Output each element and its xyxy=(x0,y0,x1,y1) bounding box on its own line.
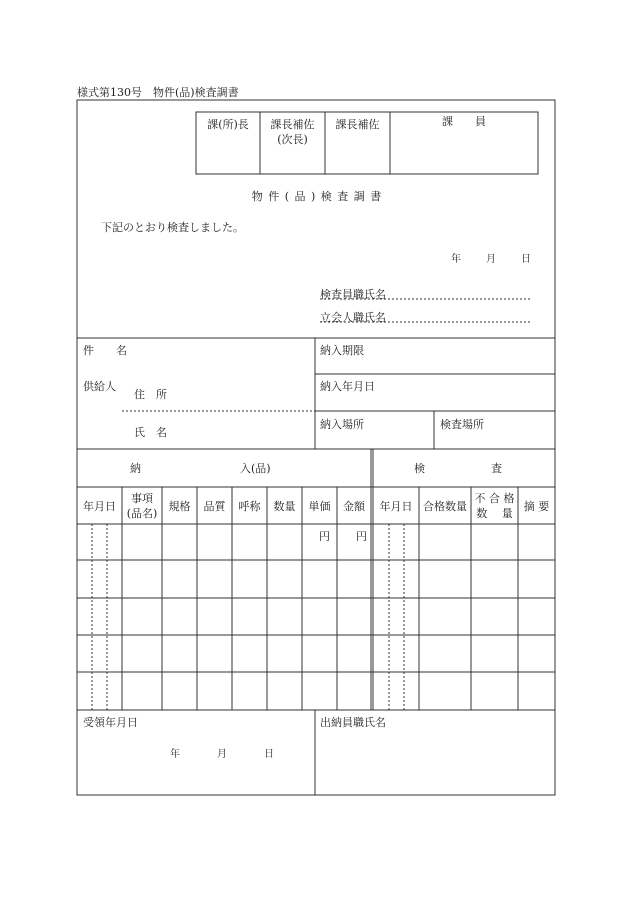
date-day: 日 xyxy=(521,254,531,265)
item-name-label: 件 名 xyxy=(83,344,127,357)
address-label: 住 所 xyxy=(134,388,167,401)
receipt-day: 日 xyxy=(264,749,274,760)
header-unit-price: 単価 xyxy=(308,500,331,513)
header-spec: 規格 xyxy=(168,500,191,513)
cashier-signature-label: 出納員職氏名 xyxy=(320,716,386,729)
amount-yen: 円 xyxy=(356,530,367,543)
name-label: 氏 名 xyxy=(134,426,167,439)
header-remarks: 摘 要 xyxy=(523,500,550,513)
header-date: 年月日 xyxy=(83,500,116,513)
date-year: 年 xyxy=(451,254,461,265)
inspector-signature-label: 検査員職氏名 xyxy=(320,288,386,301)
header-fail-qty-sub: 数 量 xyxy=(476,507,513,520)
approval-col-deputy-1: 課長補佐 xyxy=(270,118,315,131)
header-insp-date: 年月日 xyxy=(379,500,413,513)
header-amount: 金額 xyxy=(343,500,365,513)
approval-col-staff: 課 員 xyxy=(442,115,486,128)
delivery-date-label: 納入年月日 xyxy=(320,380,375,393)
delivery-section-header: 納 入(品) xyxy=(130,462,271,475)
receipt-year: 年 xyxy=(170,749,180,760)
supplier-label: 供給人 xyxy=(83,380,116,393)
header-fail-qty: 不 合 格 xyxy=(474,492,515,505)
date-month: 月 xyxy=(486,254,496,265)
header-item: 事項 xyxy=(131,492,153,505)
inspection-section-header: 検 査 xyxy=(414,462,502,475)
deadline-label: 納入期限 xyxy=(320,344,364,357)
header-qty: 数量 xyxy=(273,500,296,513)
receipt-date-label: 受領年月日 xyxy=(83,716,138,729)
intro-text: 下記のとおり検査しました。 xyxy=(101,221,244,234)
header-pass-qty: 合格数量 xyxy=(423,500,467,513)
header-call: 呼称 xyxy=(238,500,261,513)
form-number: 様式第130号 物件(品)検査調書 xyxy=(77,86,239,99)
document-title: 物 件 ( 品 ) 検 査 調 書 xyxy=(251,190,383,203)
delivery-place-label: 納入場所 xyxy=(320,418,364,431)
header-quality: 品質 xyxy=(203,500,226,513)
unit-price-yen: 円 xyxy=(319,530,330,543)
receipt-month: 月 xyxy=(217,749,227,760)
approval-col-deputy-sub: (次長) xyxy=(277,133,308,146)
approval-col-chief: 課(所)長 xyxy=(207,118,249,131)
witness-signature-label: 立会人職氏名 xyxy=(320,311,386,324)
approval-col-deputy-2: 課長補佐 xyxy=(335,118,380,131)
inspection-place-label: 検査場所 xyxy=(440,418,484,431)
form-border xyxy=(77,100,555,795)
header-item-sub: (品名) xyxy=(126,507,158,520)
